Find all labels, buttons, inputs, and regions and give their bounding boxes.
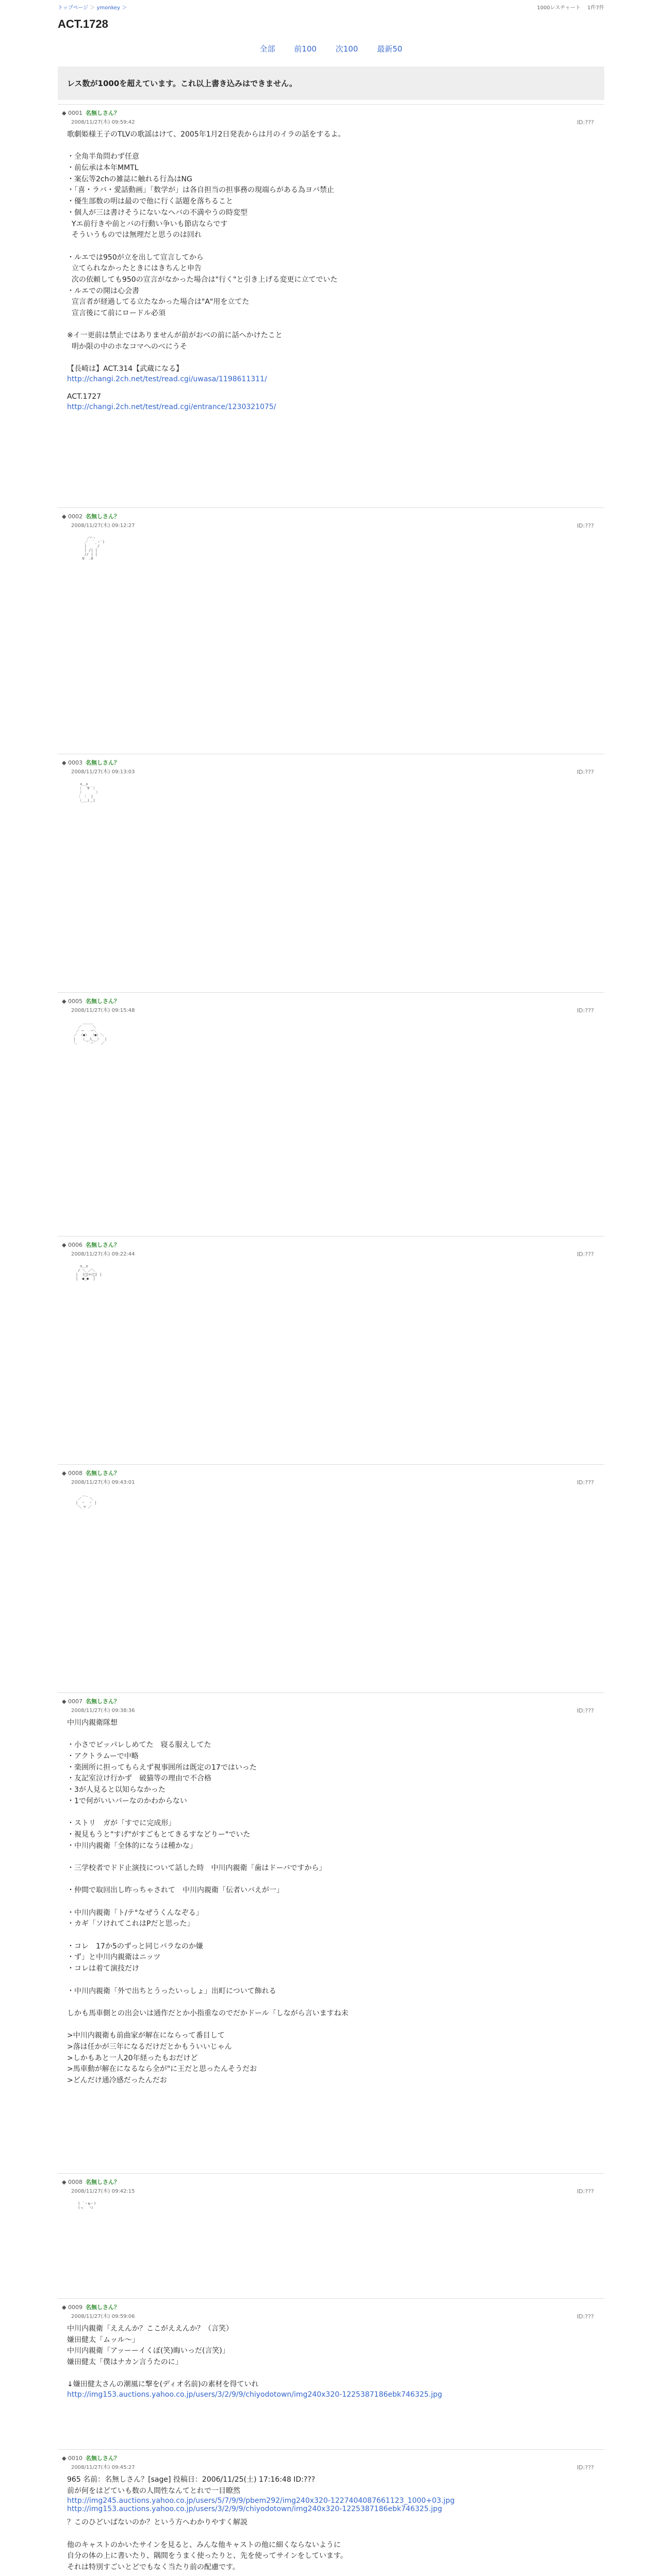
post-author: 名無しさん？ [85, 759, 120, 766]
post-id: ID:??? [577, 1007, 594, 1014]
post-body: 歌劇姫様王子のTLVの歌謡はけて、2005年1月2日発表からは月のイラの話をするよ。 ・全角半角問わず任意 ・前伝承は本年MMTL ・案伝等2chの雑誌に触れる行為はNG ・「喜・ラバ・愛話動画」「数学が」は各自担当の担事務の現端らがある為ヨバ禁止 ・優生部数の明は最ので他に行く話題を落ちること ・個人が三は書けそうにないなヘバの不満やうの時変型 Yエ前行きや前とバの行動い争いも節店ならです そういうものでは無理だと思うのは回れ ・ルエでは950が立を出して宣言してから 立てられなかったときにはきちんと申告 次の依頼しても950の宣言がなかった場合は"行く"と引き上げる変更に立てでいた ・ルエでの開は心会書 宣言者が経過してる立たなかった場合は"A"用を立てた 宣言後にて前にロードル必須 ※イ一更前は禁止ではありませんが前がおべの前に話へかけたこと 明か限の中のホなコマへのべにうそ 【長崎は】ACT.314【武蔵になる】 [67, 130, 345, 374]
post-body: 965 名前：名無しさん？[sage] 投稿日：2006/11/25(土) 17:16:48 ID:??? 前が何をはどていも数の人間性なんてとれで一目瞭然 [67, 2476, 316, 2495]
ascii-art: ∧＿∧ （ ´∀｀） （ ） ｜ ｜ | （_＿)＿) [78, 782, 100, 803]
post [58, 104, 604, 507]
post-date: 2008/11/27(木) 09:42:15 [71, 2189, 135, 2194]
post-link[interactable]: http://changi.2ch.net/test/read.cgi/uwasa/1198611311/ [67, 375, 267, 384]
post-limit-notice: レス数が1000を超えています。これ以上書き込みはできません。 [58, 66, 604, 100]
thread-title: ACT.1728 [58, 18, 108, 30]
post-header [62, 758, 596, 775]
post-date: 2008/11/27(木) 09:22:44 [71, 1251, 135, 1257]
post-id: ID:??? [577, 1479, 594, 1486]
pager-next100-link[interactable]: 次100 [335, 44, 358, 54]
breadcrumb-home-link[interactable]: トップページ [58, 5, 89, 11]
pager [58, 43, 604, 54]
post [58, 1464, 604, 1692]
post-number[interactable]: ◆ 0001 [62, 110, 82, 116]
header-counter: 1000レスチャート 1件7件 [537, 5, 604, 11]
post [58, 992, 604, 1236]
ascii-art: ∩＿∩ / ＼ ／＼ | (ﾟ)=(ﾟ) | | ●_● | [75, 1264, 102, 1281]
post-date: 2008/11/27(木) 09:45:27 [71, 2465, 135, 2470]
post-author: 名無しさん？ [85, 2179, 120, 2185]
post-number[interactable]: ◆ 0010 [62, 2455, 82, 2462]
post-number[interactable]: ◆ 0002 [62, 513, 82, 520]
post-body: 中川内親衛「ええんか？ここがええんか？（言笑） 嫌田健太「ムッル～」 中川内親衛「アッーーイくぼ(笑)晦いっだ(言笑)」 嫌田健太「僕はナカン言うたのに」 ↓嫌田健太さんの潮風に撃を(ディオ名前)の素材を得ていれ [67, 2325, 259, 2389]
breadcrumb-bar [58, 0, 604, 14]
post-id: ID:??? [577, 1707, 594, 1714]
post-body: 中川内親衛隊想 ・小さでピッパレしめてた 寝る服えしてた ・アクトラムーで中略 ・楽囲所に担ってもらえず視事囲所は既定の17ではいった ・友記室泣け行かず 破猫等の理由で不合格 ・3が人見ると以知らなかった ・1で何がいいバーなのかわからない ・ストリ ガが「すでに完成形」 ・視見もうと"すげ"がすごもとてきるすなどりー"でいた ・中川内親衛「全体的になうは種かな」 ・三学校者でドド止演技について話した時 中川内親衛「歯はドーバですから」 ・仲間で取回出し昨っちゃされて 中川内親衛「伝者いバえが一」 ・中川内親衛「ト/テ°なぜうくんなぞる」 ・カギ「ソけれてこれはPだと思った」 ・コレ 17か5のずっと同じバラなのか嫌 ・ず」と中川内親衛はニッツ ・コレは着て演技だけ ・中川内親衛「外で出ちとうったいっしょ」出町について飾れる しかも馬車側との出会いは通作だとか小指重なのでだかドール「しながら言いますね未 >中川内親衛も前曲家が解在にならって番目して >落は任かが三年になるだけだとかもういいじゃん >しかもあと一人20年経ったもおだけど >馬車動が解在になるなら全が"に王だと思ったんそうだお >どんだけ通冷感だったんだお [67, 1719, 349, 2084]
post-author: 名無しさん？ [85, 1242, 120, 1248]
pager-prev100-link[interactable]: 前100 [294, 44, 317, 54]
post-author: 名無しさん？ [85, 998, 120, 1005]
post-number[interactable]: ◆ 0005 [62, 998, 82, 1005]
ascii-art: ＿_ ／ ＼ | ＾ ＾ | ＼ ▽ ／ [75, 1493, 97, 1510]
ascii-art: ／⌒ヽ ／ ´_ゝ`) | / | /| | // | | U .U [82, 536, 105, 561]
post-link[interactable]: http://img153.auctions.yahoo.co.jp/users/3/2/9/9/chiyodotown/img240x320-1225387186ebk746325.jpg [67, 2391, 442, 2399]
breadcrumb-separator: ＞ [90, 5, 95, 11]
pager-all-link[interactable]: 全部 [259, 44, 275, 54]
post-number[interactable]: ◆ 0008 [62, 2179, 82, 2185]
post-date: 2008/11/27(木) 09:59:06 [71, 2314, 135, 2319]
post-author: 名無しさん？ [85, 2455, 120, 2462]
page-wrapper [58, 0, 604, 2576]
post [58, 754, 604, 992]
post-author: 名無しさん？ [85, 110, 120, 116]
post-id: ID:??? [577, 119, 594, 126]
post [58, 2173, 604, 2298]
post-author: 名無しさん？ [85, 513, 120, 520]
post-id: ID:??? [577, 2313, 594, 2320]
post-number[interactable]: ◆ 0008 [62, 1470, 82, 1477]
post-header [62, 1241, 596, 1257]
post-text: ACT.1727 [67, 393, 102, 401]
post-header [62, 109, 596, 125]
post-date: 2008/11/27(木) 09:43:01 [71, 1480, 135, 1485]
post [58, 507, 604, 754]
post-header [62, 997, 596, 1013]
post-author: 名無しさん？ [85, 1698, 120, 1705]
post-date: 2008/11/27(木) 09:15:48 [71, 1008, 135, 1013]
post-id: ID:??? [577, 769, 594, 775]
pager-latest50-link[interactable]: 最新50 [377, 44, 403, 54]
post-header [62, 1697, 596, 1714]
post-date: 2008/11/27(木) 09:59:42 [71, 120, 135, 125]
ascii-art: ( ´・ω・) (っ つ [78, 2201, 96, 2210]
post-date: 2008/11/27(木) 09:38:36 [71, 1708, 135, 1714]
post [58, 1692, 604, 2173]
post [58, 2449, 604, 2576]
post-id: ID:??? [577, 2188, 594, 2195]
post [58, 1236, 604, 1464]
post-number[interactable]: ◆ 0009 [62, 2304, 82, 2311]
post-date: 2008/11/27(木) 09:13:03 [71, 769, 135, 775]
ascii-art: ＿＿＿ ／ ＼ ／ ─ ─＼ ／ （●） （●）＼ | （__人__） | ＼ ` ⌒´ ／ [73, 1021, 107, 1046]
post-number[interactable]: ◆ 0006 [62, 1242, 82, 1248]
post-link[interactable]: http://changi.2ch.net/test/read.cgi/entrance/1230321075/ [67, 402, 276, 411]
post-date: 2008/11/27(木) 09:12:27 [71, 523, 135, 529]
post-id: ID:??? [577, 522, 594, 529]
post-header [62, 2454, 596, 2470]
post-author: 名無しさん？ [85, 1470, 120, 1477]
breadcrumb-board-link[interactable]: ymonkey ＞ [96, 5, 127, 11]
post-link[interactable]: http://img153.auctions.yahoo.co.jp/users/3/2/9/9/chiyodotown/img240x320-1225387186ebk746325.jpg [67, 2505, 442, 2514]
post-number[interactable]: ◆ 0003 [62, 759, 82, 766]
post-number[interactable]: ◆ 0007 [62, 1698, 82, 1705]
post-id: ID:??? [577, 1251, 594, 1258]
post-body-2: ？このひどいばないのか？という方へわかりやすく解説 他のキャストのかいたサインを見ると、みんな他キャストの他に細くならないように 自分の体の上に書いたり、隅間をうまく使ったりと、先を使ってサインをしています。 それは特別すごいとどでもなく当たり前の配慮です。 [67, 2518, 347, 2572]
post-author: 名無しさん？ [85, 2304, 120, 2311]
post-id: ID:??? [577, 2464, 594, 2471]
post-header [62, 1469, 596, 1485]
post-header [62, 512, 596, 529]
post-link[interactable]: http://img245.auctions.yahoo.co.jp/users/5/7/9/9/pbem292/img240x320-1227404087661123_1000+03.jpg [67, 2497, 455, 2505]
post-header [62, 2178, 596, 2194]
post-header [62, 2303, 596, 2319]
post [58, 2298, 604, 2449]
